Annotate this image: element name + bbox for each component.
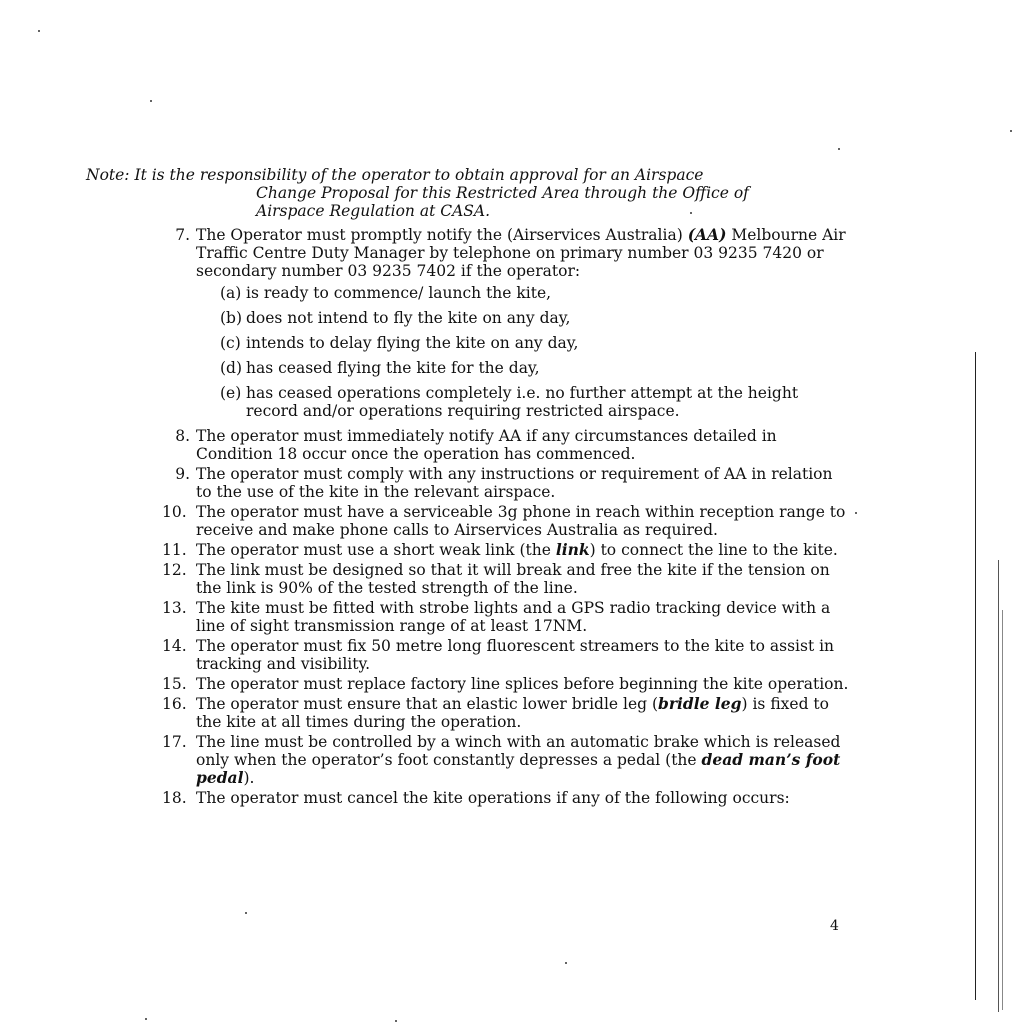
condition-number: 17. <box>162 733 187 751</box>
subitem-label: (b) <box>220 309 243 327</box>
condition-number: 7. <box>175 226 190 244</box>
subitem-label: (c) <box>220 334 241 352</box>
condition-7 <box>160 226 850 280</box>
scan-line <box>998 560 999 1012</box>
condition-text: The operator must cancel the kite operations if any of the following occurs: <box>196 789 790 807</box>
subitem-b <box>220 309 850 327</box>
condition-text: ). <box>243 769 255 787</box>
subitem-e <box>220 384 850 420</box>
scan-line <box>975 352 976 1000</box>
subitem-text: is ready to commence/ launch the kite, <box>246 284 552 302</box>
subitem-text: has ceased operations completely i.e. no further attempt at the height record and/or operations requiring restricted airspace. <box>246 384 799 420</box>
condition-text: The link must be designed so that it will break and free the kite if the tension on the link is 90% of the tested strength of the line. <box>196 561 830 597</box>
condition-number: 14. <box>162 637 187 655</box>
condition-15 <box>160 675 850 693</box>
subitem-text: has ceased flying the kite for the day, <box>246 359 540 377</box>
subitem-a <box>220 284 850 302</box>
condition-number: 15. <box>162 675 187 693</box>
condition-13 <box>160 599 850 635</box>
condition-16 <box>160 695 850 731</box>
condition-10 <box>160 503 850 539</box>
subitem-text: does not intend to fly the kite on any day, <box>246 309 571 327</box>
condition-number: 9. <box>175 465 190 483</box>
subitem-label: (a) <box>220 284 242 302</box>
scan-speck <box>838 148 840 150</box>
condition-text: The operator must use a short weak link (the <box>196 541 556 559</box>
condition-8 <box>160 427 850 463</box>
condition-number: 12. <box>162 561 187 579</box>
condition-text: The operator must have a serviceable 3g phone in reach within reception range to receive and make phone calls to Airservices Australia as required. <box>196 503 846 539</box>
condition-number: 13. <box>162 599 187 617</box>
condition-11 <box>160 541 850 559</box>
condition-text: Melbourne Air Traffic Centre Duty Manager by telephone on primary number 03 9235 7420 or secondary number 03 9235 7402 if the operator: <box>196 226 846 280</box>
condition-18 <box>160 789 850 807</box>
scan-speck <box>855 512 857 514</box>
scan-line <box>1002 610 1003 1010</box>
condition-14 <box>160 637 850 673</box>
condition-text: The kite must be fitted with strobe lights and a GPS radio tracking device with a line of sight transmission range of at least 17NM. <box>196 599 831 635</box>
condition-text: The Operator must promptly notify the (Airservices Australia) <box>196 226 688 244</box>
subitem-d <box>220 359 850 377</box>
condition-17 <box>160 733 850 787</box>
scan-speck <box>245 912 247 914</box>
note-line-2: Change Proposal for this Restricted Area through the Office of <box>256 184 749 202</box>
scan-speck <box>38 30 40 32</box>
condition-text: ) to connect the line to the kite. <box>589 541 838 559</box>
note-paragraph <box>86 166 826 220</box>
scan-speck <box>690 212 692 214</box>
condition-number: 8. <box>175 427 190 445</box>
note-line-1: Note: It is the responsibility of the operator to obtain approval for an Airspace <box>86 166 704 184</box>
scan-speck <box>395 1020 397 1022</box>
condition-text: The operator must fix 50 metre long fluorescent streamers to the kite to assist in tracking and visibility. <box>196 637 835 673</box>
condition-number: 10. <box>162 503 187 521</box>
subitem-label: (e) <box>220 384 242 402</box>
condition-number: 16. <box>162 695 187 713</box>
defined-term: dead man’s foot pedal <box>196 750 841 787</box>
conditions-list <box>160 226 850 809</box>
condition-12 <box>160 561 850 597</box>
defined-term: bridle leg <box>658 694 742 713</box>
scan-speck <box>145 1018 147 1020</box>
scan-speck <box>150 100 152 102</box>
scan-speck <box>1010 130 1012 132</box>
note-line-3: Airspace Regulation at CASA. <box>256 202 491 220</box>
page-number: 4 <box>830 918 839 934</box>
subitem-c <box>220 334 850 352</box>
condition-7-subitems <box>220 284 850 420</box>
condition-number: 18. <box>162 789 187 807</box>
scan-speck <box>565 962 567 964</box>
condition-text: The operator must ensure that an elastic lower bridle leg ( <box>196 695 659 713</box>
condition-text: The operator must comply with any instructions or requirement of AA in relation to the use of the kite in the relevant airspace. <box>196 465 833 501</box>
defined-term: link <box>555 540 590 559</box>
subitem-text: intends to delay flying the kite on any day, <box>246 334 579 352</box>
condition-9 <box>160 465 850 501</box>
condition-text: The operator must replace factory line splices before beginning the kite operation. <box>196 675 849 693</box>
defined-term: (AA) <box>687 225 727 244</box>
subitem-label: (d) <box>220 359 243 377</box>
condition-text: ) is fixed to the kite at all times during the operation. <box>196 695 829 731</box>
condition-text: The operator must immediately notify AA if any circumstances detailed in Condition 18 occur once the operation has commenced. <box>196 427 777 463</box>
condition-text: The line must be controlled by a winch with an automatic brake which is released only when the operator’s foot constantly depresses a pedal (the <box>196 733 841 769</box>
condition-number: 11. <box>162 541 187 559</box>
